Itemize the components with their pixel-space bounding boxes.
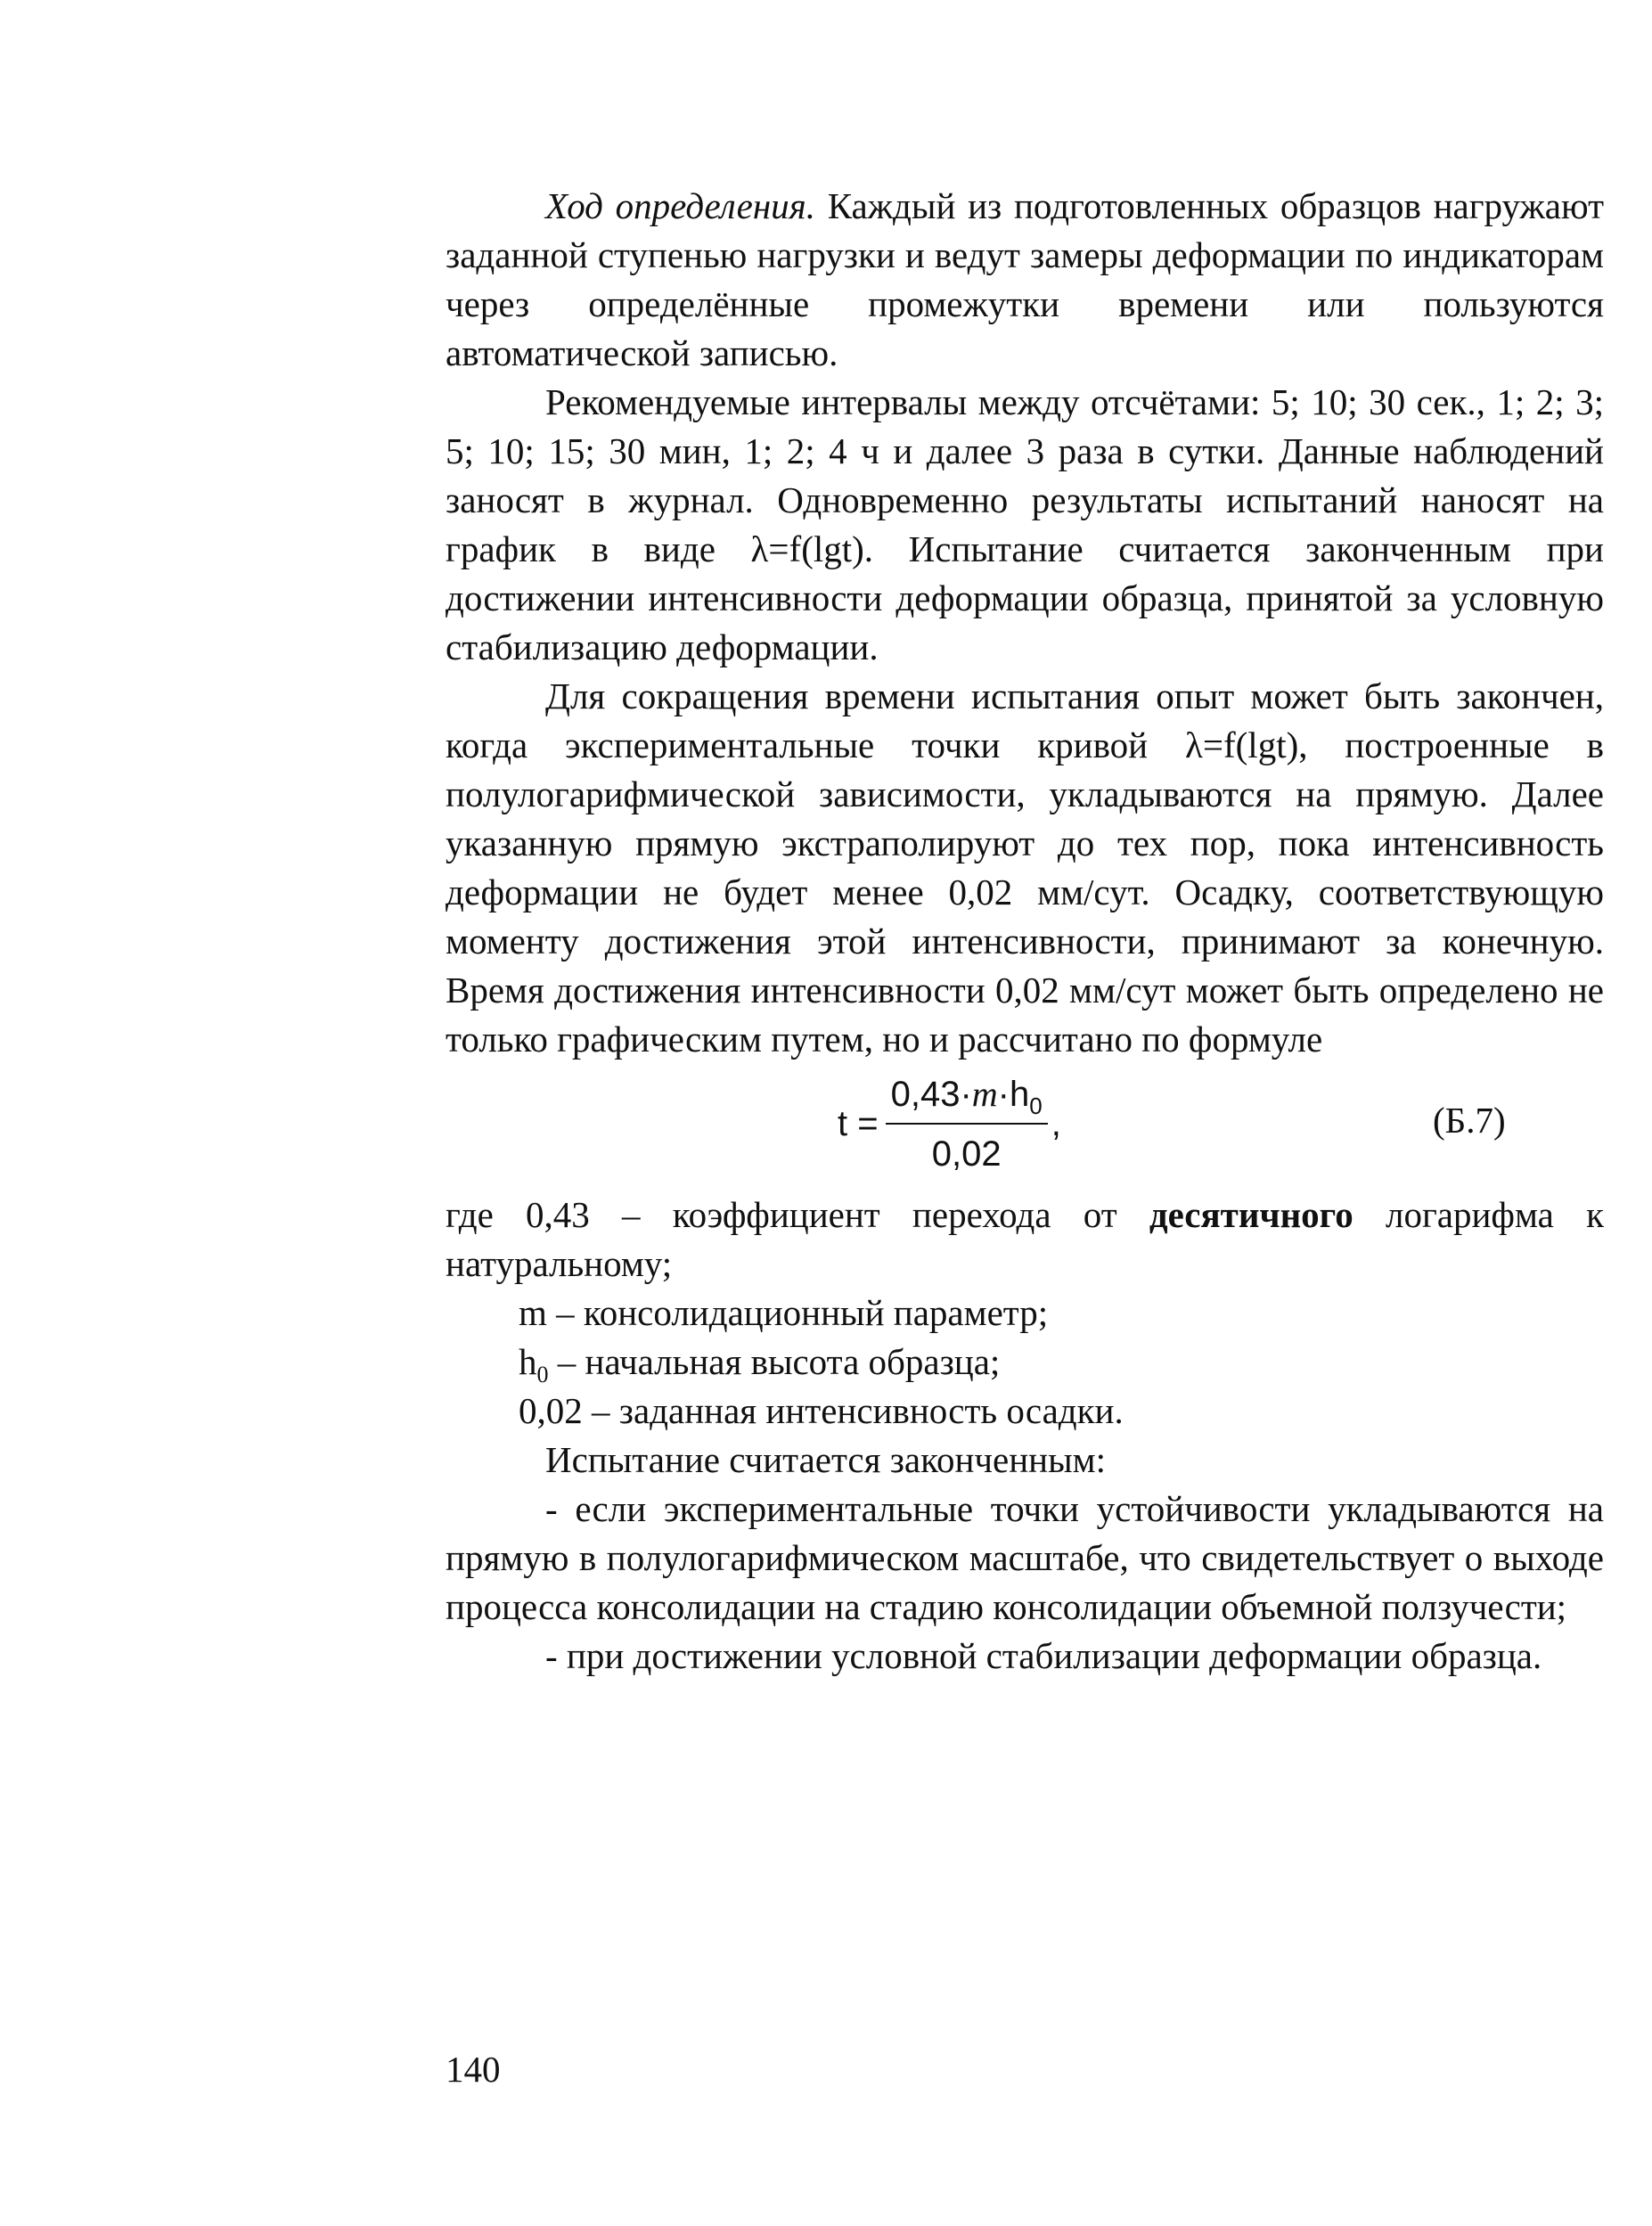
- completion-item-1: - если экспериментальные точки устойчивости укладываются на прямую в полулогарифмическом масштабе, что свидетельствует о выходе процесса консолидации на стадию консолидации объемной ползучести;: [446, 1488, 1604, 1627]
- numerator-h: ·h: [997, 1075, 1030, 1114]
- formula-denominator: 0,02: [931, 1134, 1002, 1174]
- where-text-a: где 0,43 – коэффициент перехода от: [446, 1194, 1149, 1235]
- equation-number: (Б.7): [1433, 1100, 1506, 1141]
- where-text-bold: десятичного: [1149, 1194, 1353, 1235]
- formula-b7: [838, 1069, 1061, 1179]
- definition-intensity: 0,02 – заданная интенсивность осадки.: [519, 1390, 1124, 1431]
- completion-item-2: - при достижении условной стабилизации деформации образца.: [545, 1635, 1542, 1676]
- h0-subscript: 0: [536, 1362, 549, 1388]
- completion-intro: Испытание считается законченным:: [545, 1439, 1106, 1480]
- h0-symbol: h: [519, 1341, 537, 1382]
- where-text-b: логарифма к натуральному;: [446, 1194, 1604, 1284]
- procedure-heading: Ход определения.: [545, 185, 815, 226]
- procedure-text: Каждый из подготовленных образцов нагружают заданной ступенью нагрузки и ведут замеры деформации по индикаторам через определённые промежутки времени или пользуются автоматической записью.: [446, 185, 1605, 373]
- definition-m: m – консолидационный параметр;: [519, 1292, 1049, 1333]
- numerator-m: m: [971, 1074, 998, 1114]
- definition-where: [446, 1191, 1604, 1289]
- formula-numerator: [886, 1069, 1048, 1125]
- numerator-h-subscript: 0: [1029, 1093, 1043, 1119]
- numerator-coefficient: 0,43·: [890, 1075, 972, 1114]
- formula-comma: ,: [1051, 1104, 1061, 1143]
- h0-text: – начальная высота образца;: [548, 1341, 1001, 1382]
- formula-row: [446, 1064, 1604, 1191]
- paragraph-procedure: [446, 182, 1604, 378]
- formula-lhs: t =: [838, 1104, 879, 1143]
- page-number: 140: [446, 2049, 501, 2090]
- formula-fraction: [886, 1069, 1048, 1179]
- body-text: [446, 182, 1604, 1681]
- paragraph-shortening: Для сокращения времени испытания опыт может быть закончен, когда экспериментальные точки кривой λ=f(lgt), построенные в полулогарифмической зависимости, укладываются на прямую. Далее указанную прямую экстраполируют до тех пор, пока интенсивность деформации не будет менее 0,02 мм/сут. Осадку, соответствующую моменту достижения этой интенсивности, принимают за конечную. Время достижения интенсивности 0,02 мм/сут может быть определено не только графическим путем, но и рассчитано по формуле: [446, 675, 1604, 1060]
- definition-h0: [446, 1338, 1604, 1387]
- paragraph-intervals: Рекомендуемые интервалы между отсчётами: 5; 10; 30 сек., 1; 2; 3; 5; 10; 15; 30 мин, 1; 2; 4 ч и далее 3 раза в сутки. Данные наблюдений заносят в журнал. Одновременно результаты испытаний наносят на график в виде λ=f(lgt). Испытание считается законченным при достижении интенсивности деформации образца, принятой за условную стабилизацию деформации.: [446, 381, 1604, 667]
